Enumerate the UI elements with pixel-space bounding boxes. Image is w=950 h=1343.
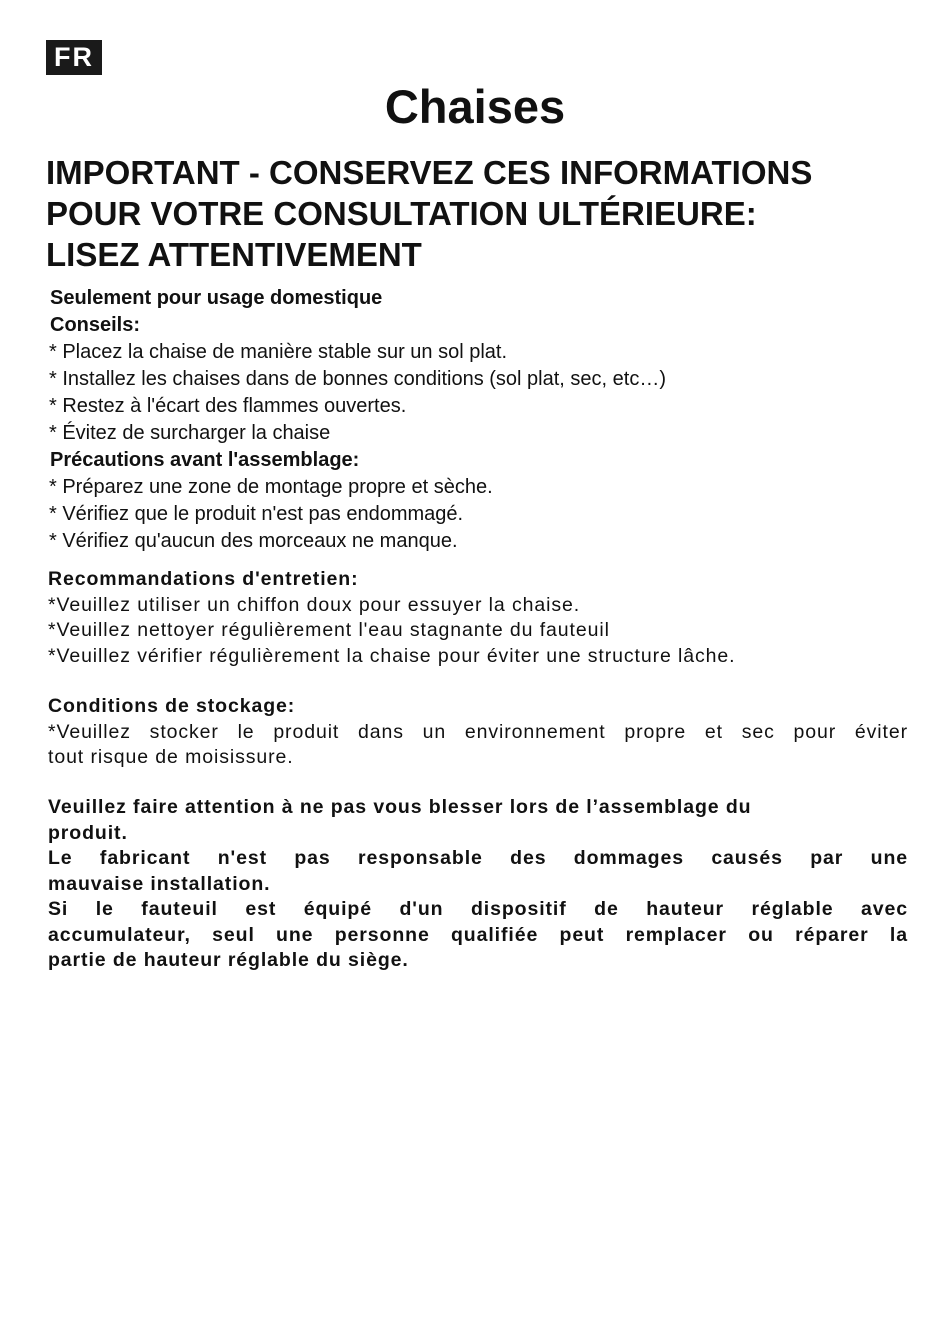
warnings-section — [48, 795, 908, 974]
usage-section — [50, 285, 910, 555]
warning-height-adjust: accumulateur, seul une personne qualifiée peut remplacer ou réparer la — [48, 923, 908, 946]
storage-section — [48, 694, 908, 771]
tip-item: * Évitez de surcharger la chaise — [49, 422, 331, 444]
warning-height-adjust: partie de hauteur réglable du siège. — [48, 949, 409, 971]
tip-item: * Installez les chaises dans de bonnes conditions (sol plat, sec, etc…) — [49, 368, 666, 390]
warning-injury: Veuillez faire attention à ne pas vous blesser lors de l’assemblage du — [48, 796, 752, 818]
important-line: POUR VOTRE CONSULTATION ULTÉRIEURE: — [46, 195, 757, 232]
storage-text: *Veuillez stocker le produit dans un environnement propre et sec pour éviter — [48, 720, 908, 743]
maintenance-item: *Veuillez nettoyer régulièrement l'eau stagnante du fauteuil — [48, 619, 610, 641]
tip-item: * Restez à l'écart des flammes ouvertes. — [49, 395, 407, 417]
important-line: LISEZ ATTENTIVEMENT — [46, 236, 422, 273]
domestic-use-note: Seulement pour usage domestique — [50, 287, 383, 309]
precaution-item: * Vérifiez que le produit n'est pas endommagé. — [49, 503, 464, 525]
warning-height-adjust: Si le fauteuil est équipé d'un dispositif de hauteur réglable avec — [48, 898, 908, 920]
tips-heading: Conseils: — [50, 314, 141, 336]
storage-text: tout risque de moisissure. — [48, 746, 294, 768]
precaution-item: * Préparez une zone de montage propre et sèche. — [49, 476, 493, 498]
warning-liability: Le fabricant n'est pas responsable des dommages causés par une — [48, 847, 908, 869]
maintenance-item: *Veuillez vérifier régulièrement la chaise pour éviter une structure lâche. — [48, 644, 736, 667]
important-line: IMPORTANT - CONSERVEZ CES INFORMATIONS — [46, 154, 813, 191]
page-title: Chaises — [384, 80, 566, 133]
storage-heading: Conditions de stockage: — [48, 695, 296, 717]
maintenance-item: *Veuillez utiliser un chiffon doux pour essuyer la chaise. — [48, 593, 581, 616]
warning-injury: produit. — [48, 821, 128, 844]
maintenance-section — [48, 567, 908, 669]
maintenance-heading: Recommandations d'entretien: — [48, 568, 359, 590]
important-notice-heading — [46, 152, 926, 275]
language-badge: FR — [46, 40, 102, 75]
tip-item: * Placez la chaise de manière stable sur un sol plat. — [49, 341, 508, 363]
precautions-heading: Précautions avant l'assemblage: — [50, 449, 360, 471]
precaution-item: * Vérifiez qu'aucun des morceaux ne manque. — [49, 530, 458, 552]
warning-liability: mauvaise installation. — [48, 872, 271, 895]
